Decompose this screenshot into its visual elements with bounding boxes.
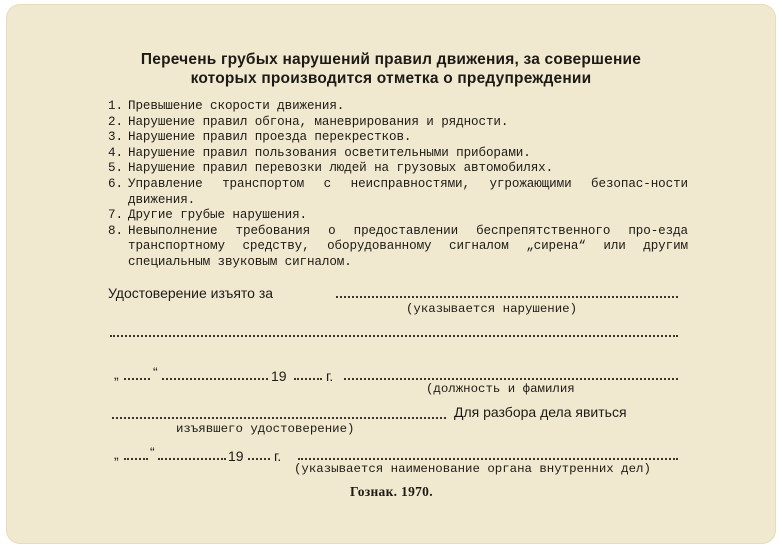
item-number: 2. — [108, 114, 123, 129]
item-number: 7. — [108, 208, 123, 223]
item-number: 3. — [108, 130, 123, 145]
date-year-field[interactable] — [294, 378, 322, 380]
item-text: Превышение скорости движения. — [128, 99, 345, 113]
date2-year-field[interactable] — [248, 458, 270, 460]
authority-hint: (указывается наименование органа внутренних дел) — [294, 462, 651, 476]
authority-field[interactable] — [298, 458, 678, 460]
date2-day-field[interactable] — [124, 458, 148, 460]
list-item — [108, 99, 688, 115]
document-card — [6, 4, 776, 544]
item-text: Невыполнение требования о предоставлении беспрепятственного про-езда транспортному средству, оборудованному сигналом „сирена“ или другим специальным звуковым сигналом. — [128, 223, 688, 269]
date2-open-quote: „ — [114, 446, 119, 462]
item-text: Другие грубые нарушения. — [128, 208, 307, 223]
violation-field-continued[interactable] — [110, 335, 678, 337]
item-text: Нарушение правил обгона, маневрирования и рядности. — [128, 114, 509, 129]
violation-field[interactable] — [336, 296, 678, 298]
date-close-quote: “ — [153, 364, 158, 380]
confiscator-field[interactable] — [112, 417, 446, 419]
date2-close-quote: “ — [150, 444, 155, 460]
item-text: Нарушение правил пользования осветительными приборами. — [128, 145, 531, 160]
document-title — [6, 50, 776, 88]
date-day-field[interactable] — [124, 378, 150, 380]
date-open-quote: „ — [114, 366, 119, 382]
list-item — [108, 177, 688, 208]
item-text: Управление транспортом с неисправностями, угрожающими безопас-ности движения. — [128, 176, 688, 207]
list-item — [108, 115, 688, 131]
item-number: 8. — [108, 223, 123, 238]
violations-list — [108, 99, 688, 271]
appear-label: Для разбора дела явиться — [454, 404, 627, 420]
item-number: 5. — [108, 161, 123, 176]
date2-month-field[interactable] — [158, 458, 226, 460]
list-item — [108, 146, 688, 162]
year-suffix: г. — [326, 368, 334, 384]
item-number: 1. — [108, 99, 123, 113]
item-number: 6. — [108, 176, 123, 191]
item-number: 4. — [108, 145, 123, 160]
year2-prefix: 19 — [228, 448, 244, 464]
title-line-1: Перечень грубых нарушений правил движения, за совершение — [140, 51, 642, 68]
confiscator-hint: изъявшего удостоверение) — [176, 422, 355, 436]
title-line-2: которых производится отметка о предупреждении — [190, 70, 592, 87]
position-hint: (должность и фамилия — [426, 382, 575, 396]
item-text: Нарушение правил перевозки людей на грузовых автомобилях. — [128, 161, 554, 176]
item-text: Нарушение правил проезда перекрестков. — [128, 130, 412, 145]
list-item — [108, 161, 688, 177]
violation-hint: (указывается нарушение) — [406, 302, 578, 316]
list-item — [108, 224, 688, 271]
list-item — [108, 130, 688, 146]
confiscated-label: Удостоверение изъято за — [108, 285, 274, 301]
list-item — [108, 208, 688, 224]
position-field[interactable] — [344, 378, 678, 380]
year2-suffix: г. — [274, 448, 282, 464]
date-month-field[interactable] — [162, 378, 268, 380]
year-prefix: 19 — [271, 368, 287, 384]
imprint: Гознак. 1970. — [350, 484, 433, 499]
